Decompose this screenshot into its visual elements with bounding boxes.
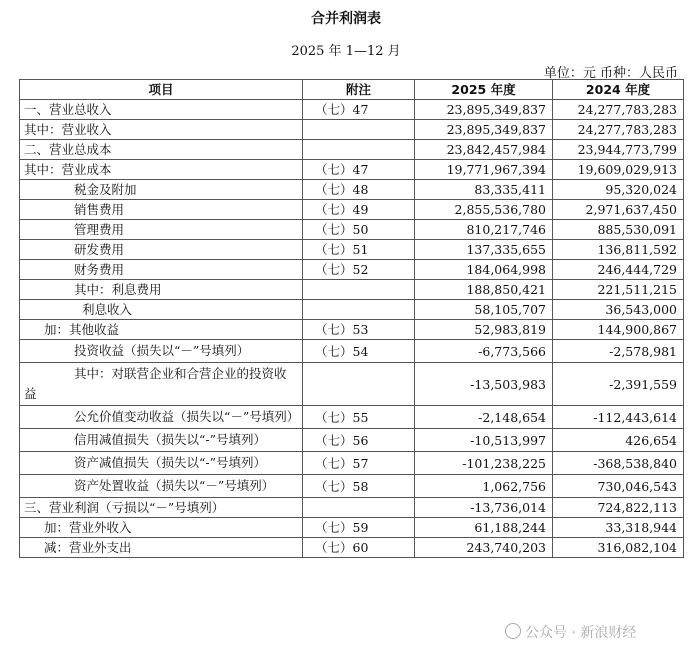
row-2024: 724,822,113 <box>553 498 684 518</box>
row-2025: -13,503,983 <box>415 363 553 406</box>
table-row <box>20 240 684 260</box>
row-2024: 24,277,783,283 <box>553 120 684 140</box>
row-note: （七）60 <box>303 538 415 558</box>
row-2024: 730,046,543 <box>553 475 684 498</box>
row-note: （七）58 <box>303 475 415 498</box>
row-2024: 36,543,000 <box>553 300 684 320</box>
table-row <box>20 180 684 200</box>
row-2025: 2,855,536,780 <box>415 200 553 220</box>
table-row <box>20 429 684 452</box>
row-2025: 23,895,349,837 <box>415 100 553 120</box>
row-note <box>303 120 415 140</box>
row-2025: 243,740,203 <box>415 538 553 558</box>
row-2024: -368,538,840 <box>553 452 684 475</box>
row-2024: 221,511,215 <box>553 280 684 300</box>
row-2025: 23,895,349,837 <box>415 120 553 140</box>
header-2025: 2025 年度 <box>415 80 553 100</box>
header-note: 附注 <box>303 80 415 100</box>
table-row <box>20 160 684 180</box>
header-2024: 2024 年度 <box>553 80 684 100</box>
row-2025: -101,238,225 <box>415 452 553 475</box>
row-2024: 23,944,773,799 <box>553 140 684 160</box>
table-row <box>20 452 684 475</box>
row-2025: 52,983,819 <box>415 320 553 340</box>
row-2025: 810,217,746 <box>415 220 553 240</box>
row-2025: 19,771,967,394 <box>415 160 553 180</box>
row-2024: 95,320,024 <box>553 180 684 200</box>
row-2024: -2,578,981 <box>553 340 684 363</box>
table-row <box>20 280 684 300</box>
row-item: 销售费用 <box>20 200 303 220</box>
row-2024: 19,609,029,913 <box>553 160 684 180</box>
row-2025: 1,062,756 <box>415 475 553 498</box>
row-note: （七）53 <box>303 320 415 340</box>
row-item: 财务费用 <box>20 260 303 280</box>
row-note: （七）49 <box>303 200 415 220</box>
table-row <box>20 363 684 406</box>
row-item: 资产减值损失（损失以“-”号填列） <box>20 452 303 475</box>
watermark-text: 公众号 · 新浪财经 <box>525 625 637 641</box>
table-row <box>20 220 684 240</box>
row-2025: 23,842,457,984 <box>415 140 553 160</box>
row-note: （七）55 <box>303 406 415 429</box>
table-header-row <box>20 80 684 100</box>
row-2024: 246,444,729 <box>553 260 684 280</box>
row-2025: 61,188,244 <box>415 518 553 538</box>
table-row <box>20 100 684 120</box>
row-note: （七）54 <box>303 340 415 363</box>
row-item: 加：其他收益 <box>20 320 303 340</box>
income-statement-table <box>19 79 684 558</box>
row-item: 其中：对联营企业和合营企业的投资收益 <box>20 363 303 406</box>
header-item: 项目 <box>20 80 303 100</box>
row-2024: 2,971,637,450 <box>553 200 684 220</box>
row-2024: 136,811,592 <box>553 240 684 260</box>
row-2024: 24,277,783,283 <box>553 100 684 120</box>
row-2025: 83,335,411 <box>415 180 553 200</box>
row-item: 信用减值损失（损失以“-”号填列） <box>20 429 303 452</box>
row-2024: -112,443,614 <box>553 406 684 429</box>
watermark <box>505 622 636 642</box>
report-period: 2025 年 1—12 月 <box>291 44 401 59</box>
row-2025: 184,064,998 <box>415 260 553 280</box>
row-2025: 137,335,655 <box>415 240 553 260</box>
row-item: 其中：营业收入 <box>20 120 303 140</box>
row-note: （七）52 <box>303 260 415 280</box>
currency-unit: 单位：元 币种：人民币 <box>543 66 678 81</box>
row-note: （七）59 <box>303 518 415 538</box>
table-row <box>20 320 684 340</box>
row-note: （七）48 <box>303 180 415 200</box>
row-note <box>303 280 415 300</box>
table-row <box>20 538 684 558</box>
row-2024: 316,082,104 <box>553 538 684 558</box>
row-2024: 33,318,944 <box>553 518 684 538</box>
row-note: （七）50 <box>303 220 415 240</box>
row-item: 加：营业外收入 <box>20 518 303 538</box>
table-row <box>20 340 684 363</box>
row-2025: 188,850,421 <box>415 280 553 300</box>
row-note: （七）47 <box>303 100 415 120</box>
row-item: 研发费用 <box>20 240 303 260</box>
wechat-official-account-icon <box>505 623 521 639</box>
table-row <box>20 498 684 518</box>
row-2025: -2,148,654 <box>415 406 553 429</box>
row-note: （七）47 <box>303 160 415 180</box>
row-item: 一、营业总收入 <box>20 100 303 120</box>
row-2024: 885,530,091 <box>553 220 684 240</box>
row-item: 投资收益（损失以“－”号填列） <box>20 340 303 363</box>
row-item: 三、营业利润（亏损以“－”号填列） <box>20 498 303 518</box>
row-item: 其中：利息费用 <box>20 280 303 300</box>
table-row <box>20 260 684 280</box>
row-note: （七）57 <box>303 452 415 475</box>
row-note: （七）56 <box>303 429 415 452</box>
row-item: 利息收入 <box>20 300 303 320</box>
row-item: 其中：营业成本 <box>20 160 303 180</box>
row-item: 公允价值变动收益（损失以“－”号填列） <box>20 406 303 429</box>
row-2025: 58,105,707 <box>415 300 553 320</box>
row-note <box>303 140 415 160</box>
row-2024: 426,654 <box>553 429 684 452</box>
row-note <box>303 300 415 320</box>
row-note <box>303 363 415 406</box>
table-row <box>20 406 684 429</box>
row-note <box>303 498 415 518</box>
row-item: 管理费用 <box>20 220 303 240</box>
table-row <box>20 120 684 140</box>
table-row <box>20 300 684 320</box>
row-item: 税金及附加 <box>20 180 303 200</box>
table-row <box>20 200 684 220</box>
row-2024: 144,900,867 <box>553 320 684 340</box>
row-item: 资产处置收益（损失以“－”号填列） <box>20 475 303 498</box>
table-row <box>20 475 684 498</box>
table-row <box>20 140 684 160</box>
row-note: （七）51 <box>303 240 415 260</box>
report-title: 合并利润表 <box>311 11 381 27</box>
row-item: 减：营业外支出 <box>20 538 303 558</box>
row-item: 二、营业总成本 <box>20 140 303 160</box>
table-row <box>20 518 684 538</box>
row-2025: -10,513,997 <box>415 429 553 452</box>
row-2025: -13,736,014 <box>415 498 553 518</box>
row-2025: -6,773,566 <box>415 340 553 363</box>
row-2024: -2,391,559 <box>553 363 684 406</box>
